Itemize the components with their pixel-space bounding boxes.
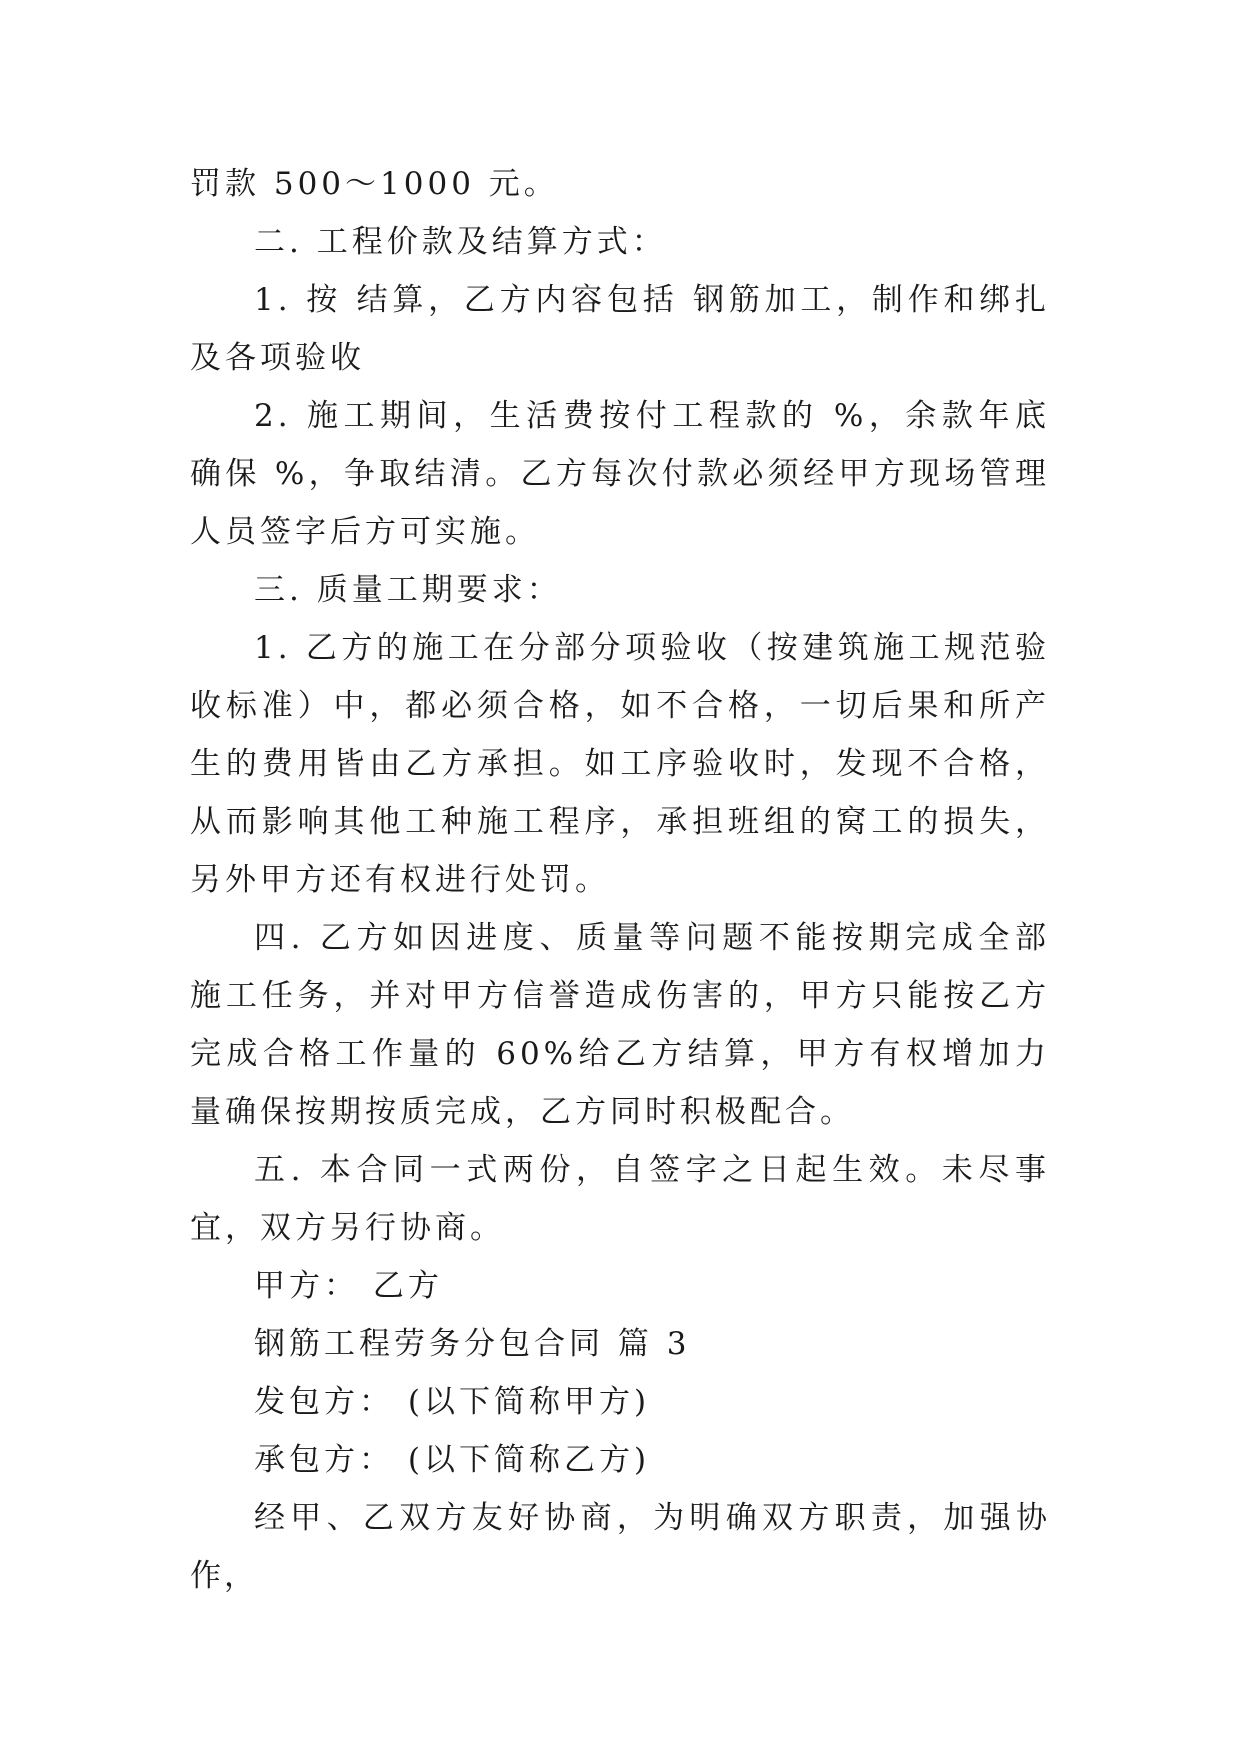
signature-parties-line: 甲方： 乙方 — [254, 1268, 443, 1304]
paragraph-contract-effect: 五. 本合同一式两份，自签字之日起生效。未尽事宜，双方另行协商。 — [190, 1152, 1050, 1246]
paragraph-settlement-scope: 1. 按 结算，乙方内容包括 钢筋加工，制作和绑扎及各项验收 — [190, 282, 1050, 376]
section-heading-price-settlement: 二. 工程价款及结算方式： — [254, 224, 667, 260]
party-a-line: 发包方： (以下简称甲方) — [254, 1384, 651, 1420]
section-heading-quality-schedule: 三. 质量工期要求： — [254, 572, 562, 608]
document-body — [190, 155, 1050, 1605]
paragraph-delay-penalty: 四. 乙方如因进度、质量等问题不能按期完成全部施工任务，并对甲方信誉造成伤害的，甲方只能按乙方完成合格工作量的 60%给乙方结算，甲方有权增加力量确保按期按质完成，乙方同时积极配合。 — [190, 920, 1050, 1130]
contract-title-part-3: 钢筋工程劳务分包合同 篇 3 — [254, 1326, 691, 1362]
paragraph-quality-acceptance: 1. 乙方的施工在分部分项验收（按建筑施工规范验收标准）中，都必须合格，如不合格，一切后果和所产生的费用皆由乙方承担。如工序验收时，发现不合格，从而影响其他工种施工程序，承担班组的窝工的损失，另外甲方还有权进行处罚。 — [190, 630, 1050, 898]
paragraph-fine-amount: 罚款 500～1000 元。 — [190, 166, 559, 202]
paragraph-payment-terms: 2. 施工期间，生活费按付工程款的 %，余款年底确保 %，争取结清。乙方每次付款必须经甲方现场管理人员签字后方可实施。 — [190, 398, 1050, 550]
party-b-line: 承包方： (以下简称乙方) — [254, 1442, 651, 1478]
paragraph-preamble: 经甲、乙双方友好协商，为明确双方职责，加强协作， — [190, 1500, 1050, 1594]
